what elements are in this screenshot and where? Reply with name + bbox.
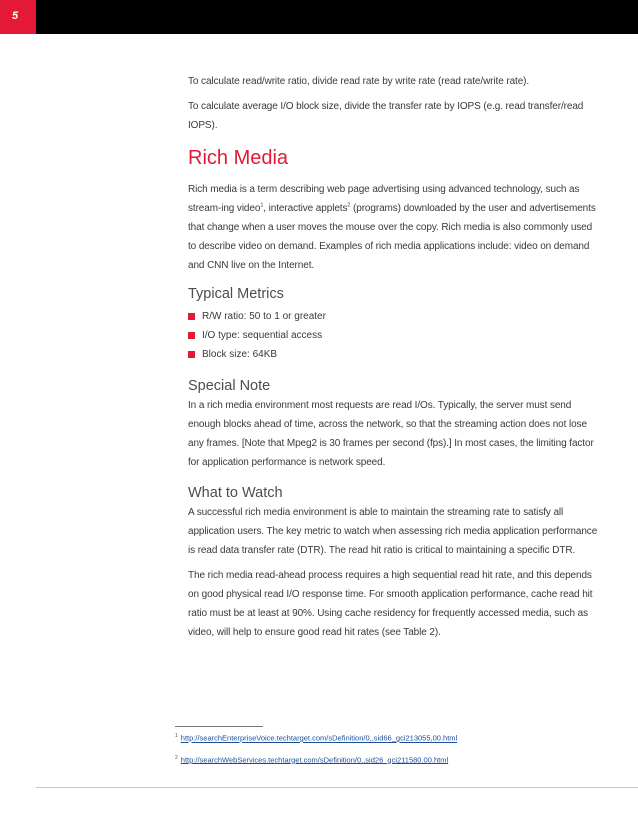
bullet-square-icon [188, 351, 195, 358]
typical-metrics-heading: Typical Metrics [188, 286, 284, 302]
list-item [188, 345, 598, 364]
page-number: 5 [12, 10, 19, 22]
footnote-ref-1[interactable]: 1 [260, 202, 264, 209]
metric-text: R/W ratio: 50 to 1 or greater [202, 311, 326, 322]
section-title: Rich Media [188, 147, 289, 169]
rich-media-paragraph [188, 180, 598, 275]
main-content [188, 72, 598, 642]
bullet-square-icon [188, 313, 195, 320]
footnote-link[interactable]: http://searchWebServices.techtarget.com/sDefinition/0,,sid26_gci211580,00.html [180, 755, 449, 764]
footnote-link[interactable]: http://searchEnterpriseVoice.techtarget.com/sDefinition/0,,sid66_gci213055,00.html [180, 733, 458, 743]
list-item [188, 326, 598, 345]
list-item [188, 307, 598, 326]
footnote-ref-2[interactable]: 2 [347, 202, 351, 209]
footnote-number: 2 [175, 754, 178, 761]
special-note-paragraph: In a rich media environment most requests are read I/Os. Typically, the server must send enough blocks ahead of time, across the network, so that the streaming action does not lose any frames. [Note that Mpeg2 is 30 frames per second (fps).] In most cases, the limiting factor for application performance is network speed. [188, 400, 594, 468]
metric-text: Block size: 64KB [202, 349, 278, 360]
page-number-box [0, 0, 36, 34]
footnote-1 [175, 729, 595, 746]
header-bar [0, 0, 638, 34]
intro-paragraph-2: To calculate average I/O block size, divide the transfer rate by IOPS (e.g. read transfer/read IOPS). [188, 101, 584, 131]
what-to-watch-paragraph-1: A successful rich media environment is able to maintain the streaming rate to satisfy all application users. The key metric to watch when assessing rich media application performance is read data transfer rate (DTR). The read hit ratio is critical to maintaining a specific DTR. [188, 507, 598, 556]
what-to-watch-heading: What to Watch [188, 485, 283, 501]
footnote-2 [175, 751, 595, 768]
bottom-divider [36, 787, 638, 788]
what-to-watch-paragraph-2: The rich media read-ahead process requires a high sequential read hit rate, and this depends on good physical read I/O response time. For smooth application performance, cache read hit ratio must be at least at 90%. Using cache residency for frequently accessed media, such as video, will help to ensure good read hit rates (see Table 2). [188, 570, 593, 638]
footnotes [175, 729, 595, 772]
footnote-divider [175, 726, 263, 727]
metrics-list [188, 307, 598, 364]
bullet-square-icon [188, 332, 195, 339]
footnote-number: 1 [175, 733, 178, 739]
intro-paragraph-1: To calculate read/write ratio, divide read rate by write rate (read rate/write rate). [188, 76, 530, 87]
rich-media-text-1: Rich media is a term describing web page advertising using advanced technology, such as stream-ing video [188, 184, 580, 214]
rich-media-text-3: (programs) downloaded by the user and advertisements that change when a user moves the mouse over the copy. Rich media is also commonly used to describe video on demand. Examples of rich media applications include: video on demand and CNN live on the Internet. [188, 203, 596, 271]
rich-media-text-2: , interactive applets [263, 203, 348, 214]
special-note-heading: Special Note [188, 378, 271, 394]
metric-text: I/O type: sequential access [202, 330, 323, 341]
